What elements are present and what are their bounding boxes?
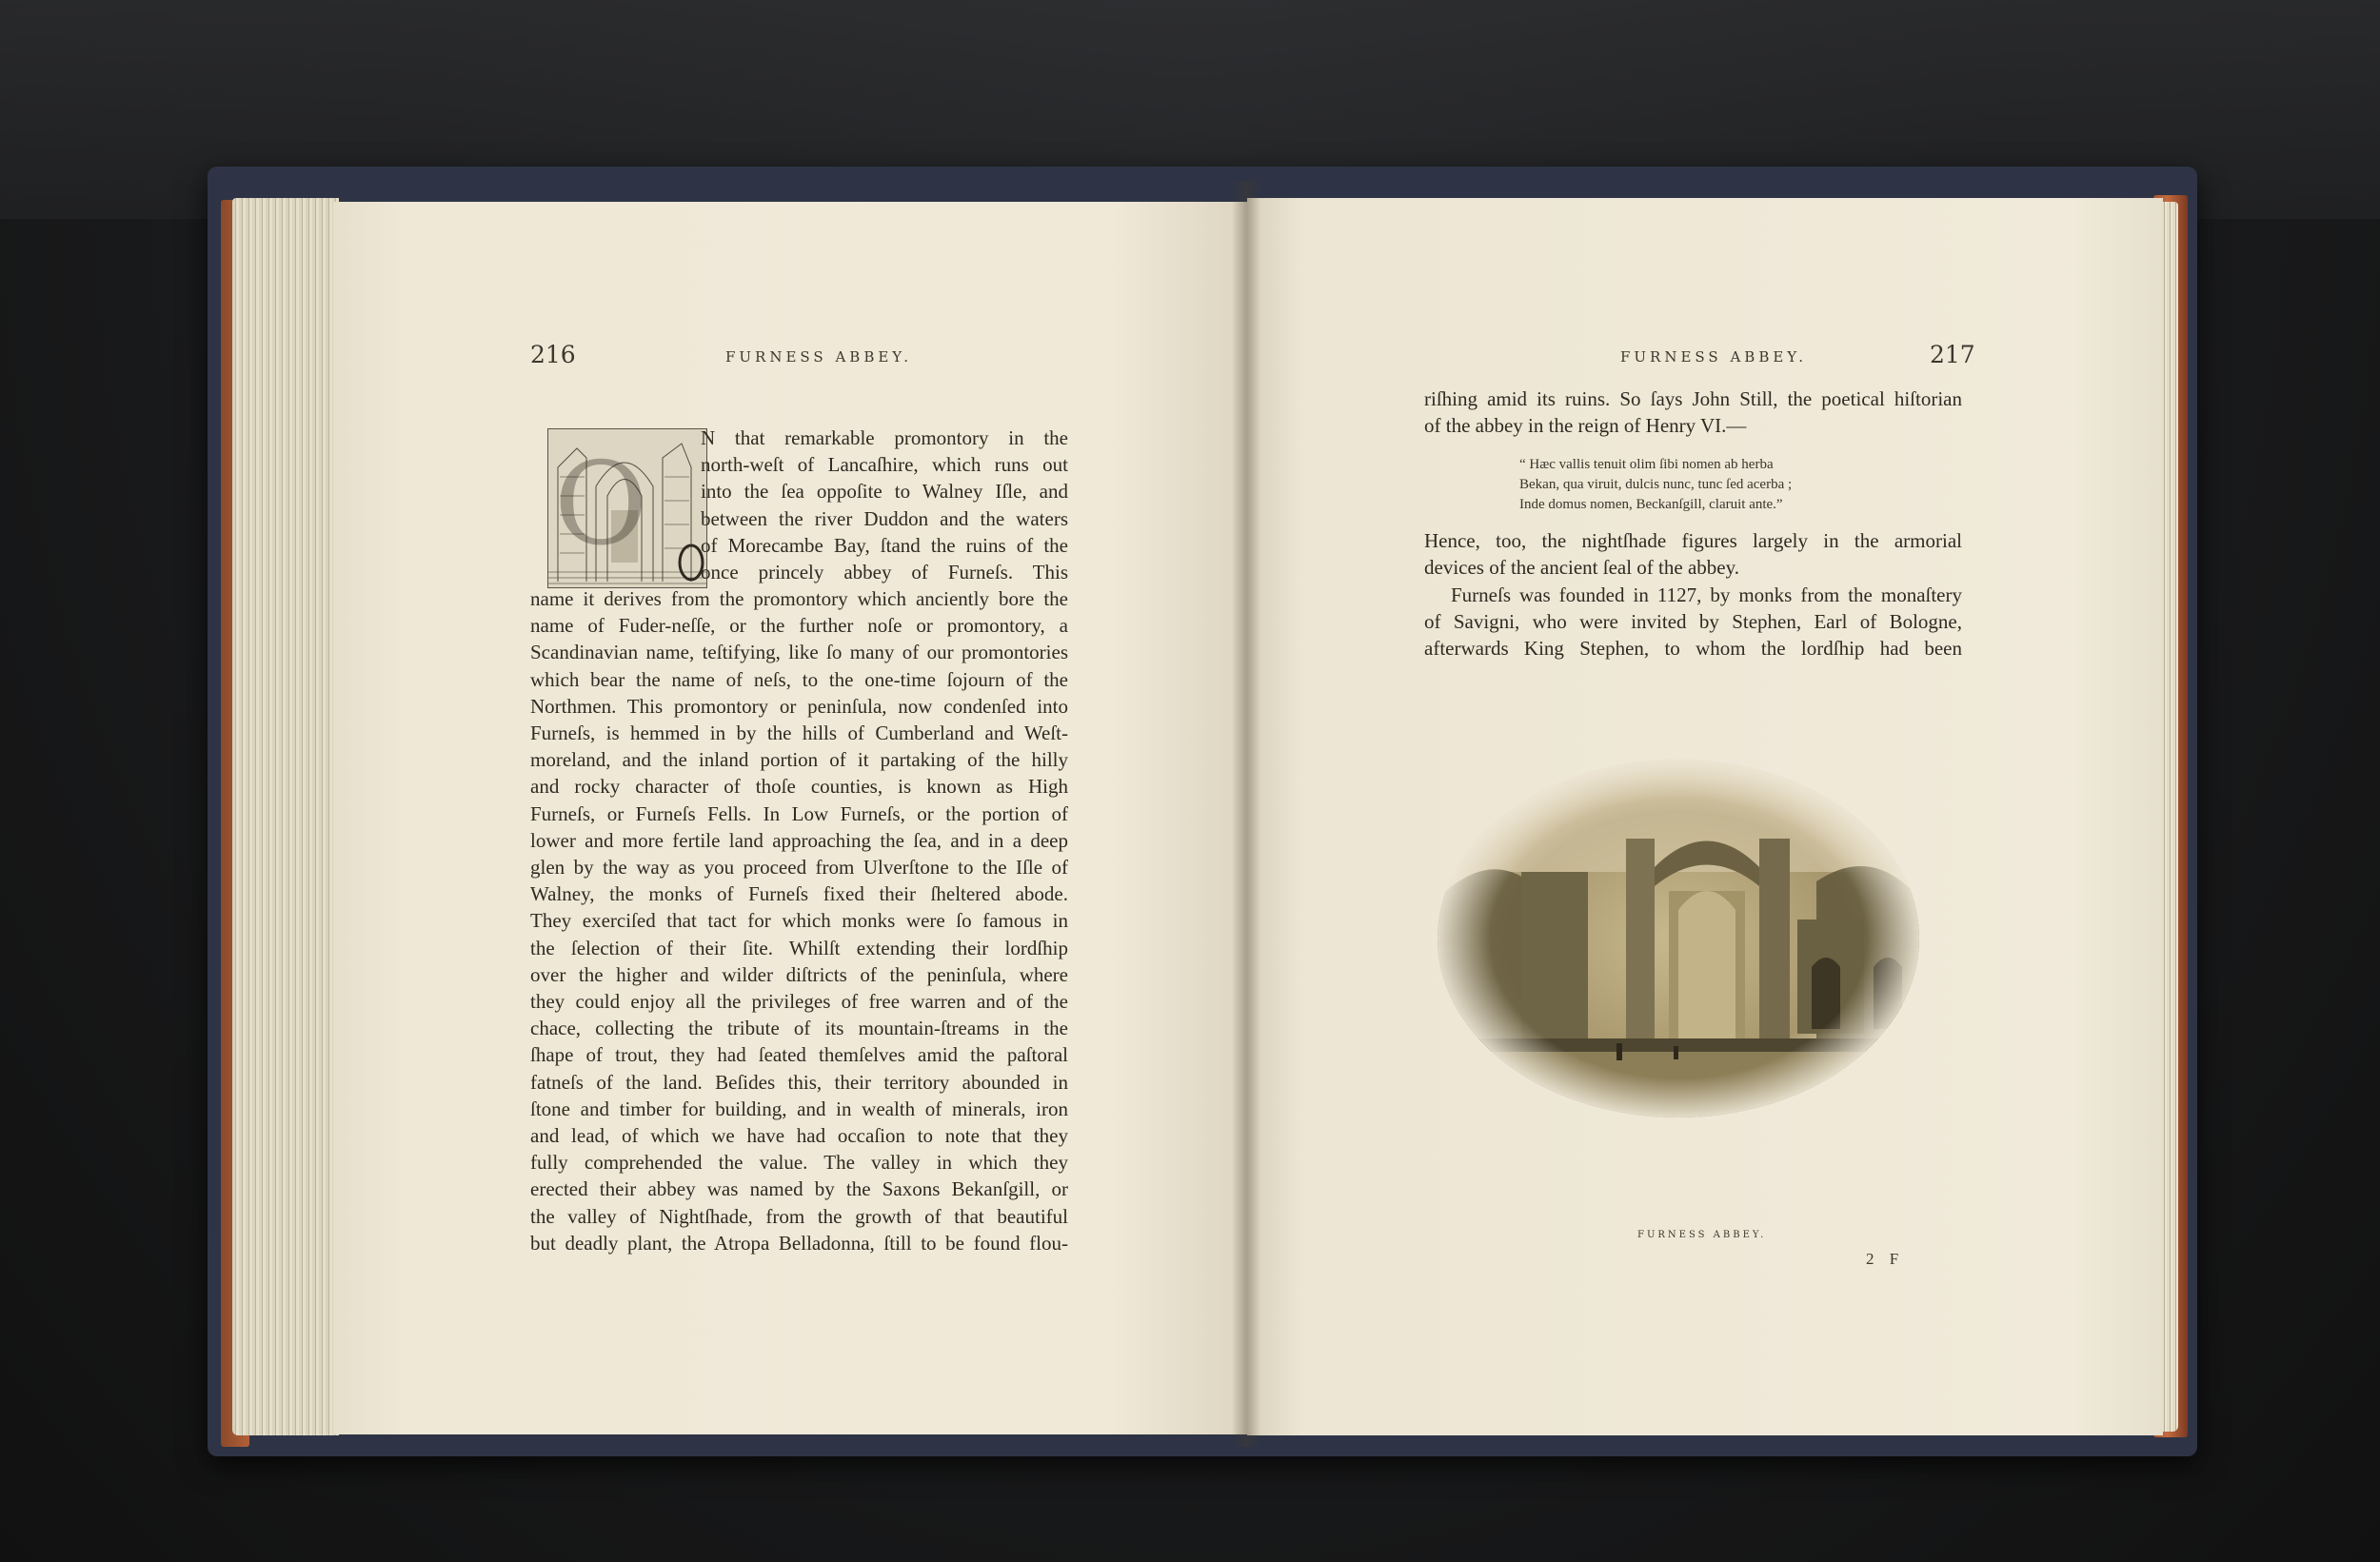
text-line: N that remarkable promontory in the xyxy=(701,426,1068,449)
right-page-paragraph-2 xyxy=(1424,527,1962,581)
text-line: fatneſs of the land. Beſides this, their territory abounded in xyxy=(530,1070,1068,1094)
running-head-right: FURNESS ABBEY. xyxy=(1620,348,1808,366)
page-number-left: 216 xyxy=(530,341,576,368)
page-number-right: 217 xyxy=(1930,341,1975,368)
text-line: of Savigni, who were invited by Stephen, Earl of Bologne, xyxy=(1424,610,1962,634)
text-line: ſtone and timber for building, and in wealth of minerals, iron xyxy=(530,1097,1068,1120)
illustrated-drop-cap xyxy=(547,428,707,588)
text-line: riſhing amid its ruins. So ſays John Still, the poetical hiſtorian xyxy=(1424,387,1962,410)
quote-line: Inde domus nomen, Beckanſgill, claruit ante.” xyxy=(1519,497,1783,512)
signature-mark: 2 F xyxy=(1866,1250,1905,1268)
text-line: They exerciſed that tact for which monks were ſo famous in xyxy=(530,909,1068,933)
book-gutter xyxy=(1232,181,1260,1447)
right-page-paragraph-3 xyxy=(1424,582,1962,662)
text-line: chace, collecting the tribute of its mountain-ſtreams in the xyxy=(530,1017,1068,1040)
quote-line: “ Hæc vallis tenuit olim ſibi nomen ab herba xyxy=(1519,457,1774,472)
quote-line: Bekan, qua viruit, dulcis nunc, tunc ſed acerba ; xyxy=(1519,477,1793,492)
text-line: of Morecambe Bay, ſtand the ruins of the xyxy=(701,533,1068,557)
right-page-continuation xyxy=(1424,386,1962,439)
running-head-left: FURNESS ABBEY. xyxy=(725,348,913,366)
abbey-ruins-photo-icon xyxy=(1436,758,1921,1119)
text-line: of the abbey in the reign of Henry VI.— xyxy=(1424,414,1747,438)
left-page-body xyxy=(530,585,1068,1256)
text-line: and rocky character of thoſe counties, is known as High xyxy=(530,775,1068,799)
text-line: erected their abbey was named by the Saxons Bekanſgill, or xyxy=(530,1177,1068,1201)
abbey-photograph xyxy=(1436,758,1921,1119)
ruin-vignette-icon xyxy=(548,429,706,587)
left-page-body-indented xyxy=(701,425,1068,585)
photo-caption: FURNESS ABBEY. xyxy=(1637,1230,1767,1240)
text-line: between the river Duddon and the waters xyxy=(701,506,1068,530)
text-line: fully comprehended the value. The valley in which they xyxy=(530,1151,1068,1175)
text-line: they could enjoy all the privileges of free warren and of the xyxy=(530,990,1068,1014)
text-line: which bear the name of neſs, to the one-time ſojourn of the xyxy=(530,667,1068,691)
text-line: Scandinavian name, teſtifying, like ſo many of our promontories xyxy=(530,641,1068,664)
text-line: afterwards King Stephen, to whom the lordſhip had been xyxy=(1424,637,1962,661)
text-line: Furneſs, or Furneſs Fells. In Low Furneſs, or the portion of xyxy=(530,801,1068,825)
text-line: Furneſs was founded in 1127, by monks from the monaſtery xyxy=(1451,583,1962,606)
text-line: the ſelection of their ſite. Whilſt extending their lordſhip xyxy=(530,936,1068,959)
text-line: and lead, of which we have had occaſion to note that they xyxy=(530,1124,1068,1148)
text-line: north-weſt of Lancaſhire, which runs out xyxy=(701,453,1068,477)
text-line: ſhape of trout, they had ſeated themſelves amid the paſtoral xyxy=(530,1043,1068,1067)
text-line: lower and more fertile land approaching the ſea, and in a deep xyxy=(530,828,1068,852)
text-line: Walney, the monks of Furneſs fixed their ſheltered abode. xyxy=(530,882,1068,906)
text-line: the valley of Nightſhade, from the growth of that beautiful xyxy=(530,1204,1068,1228)
text-line: into the ſea oppoſite to Walney Iſle, and xyxy=(701,480,1068,504)
text-line: but deadly plant, the Atropa Belladonna, ſtill to be found flou- xyxy=(530,1231,1068,1255)
text-line: Hence, too, the nightſhade figures largely in the armorial xyxy=(1424,529,1962,552)
text-line: name it derives from the promontory which anciently bore the xyxy=(530,587,1068,610)
text-line: name of Fuder-neſſe, or the further noſe or promontory, a xyxy=(530,614,1068,638)
text-line: moreland, and the inland portion of it partaking of the hilly xyxy=(530,748,1068,772)
text-line: glen by the way as you proceed from Ulverſtone to the Iſle of xyxy=(530,856,1068,880)
svg-text:O: O xyxy=(554,439,648,571)
text-line: once princely abbey of Furneſs. This xyxy=(701,561,1068,584)
text-line: Furneſs, is hemmed in by the hills of Cumberland and Weſt- xyxy=(530,722,1068,745)
page-stack-left xyxy=(232,198,339,1435)
text-line: Northmen. This promontory or peninſula, now condenſed into xyxy=(530,694,1068,718)
text-line: over the higher and wilder diſtricts of the peninſula, where xyxy=(530,962,1068,986)
latin-quotation xyxy=(1519,455,1792,515)
text-line: devices of the ancient ſeal of the abbey. xyxy=(1424,556,1739,580)
